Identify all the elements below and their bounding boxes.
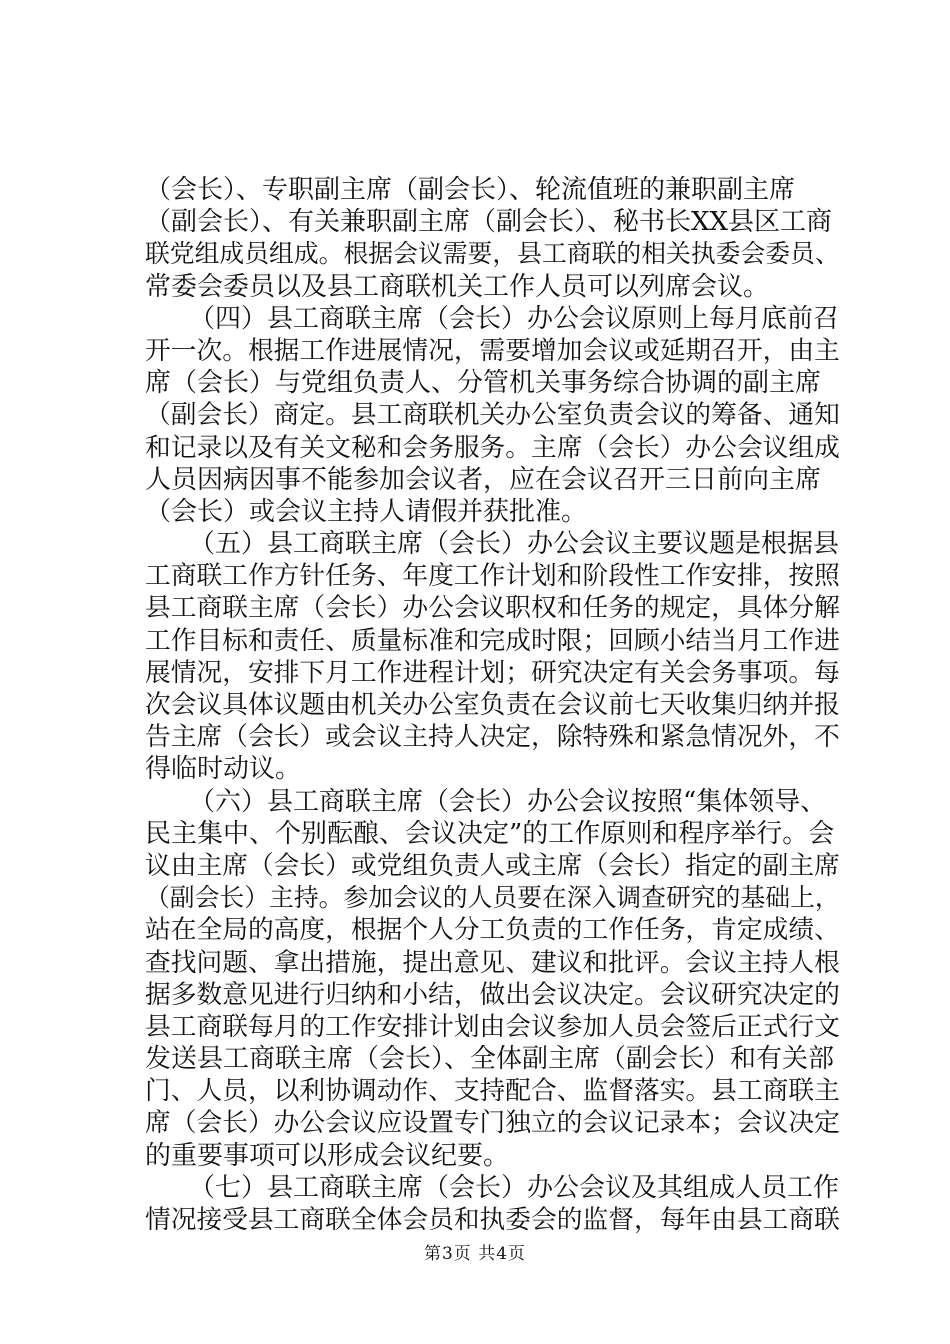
document-body [145,174,840,1236]
text-line: 次会议具体议题由机关办公室负责在会议前七天收集归纳并报 [145,690,840,720]
text-line: 展情况，安排下月工作进程计划；研究决定有关会务事项。每 [145,657,840,688]
text-line: 县工商联主席（会长）办公会议职权和任务的规定，具体分解 [145,593,840,624]
text-line: （会长）或会议主持人请假并获批准。 [145,496,588,527]
text-line: （副会长）商定。县工商联机关办公室负责会议的筹备、通知 [145,400,840,431]
paragraph-first-line: （五）县工商联主席（会长）办公会议主要议题是根据县 [189,529,840,560]
text-line: 和记录以及有关文秘和会务服务。主席（会长）办公会议组成 [145,432,840,463]
text-line: 告主席（会长）或会议主持人决定，除特殊和紧急情况外，不 [145,722,840,753]
text-line: 民主集中、个别酝酿、会议决定”的工作原则和程序举行。会 [145,818,835,849]
text-line: 人员因病因事不能参加会议者，应在会议召开三日前向主席 [145,464,822,495]
text-line: （副会长）、有关兼职副主席（副会长）、秘书长XX县区工商 [145,207,833,238]
text-line: 得临时动议。 [145,754,302,785]
text-line: 发送县工商联主席（会长）、全体副主席（副会长）和有关部 [145,1044,835,1075]
paragraph-first-line: （四）县工商联主席（会长）办公会议原则上每月底前召 [189,303,840,334]
text-line: 工商联工作方针任务、年度工作计划和阶段性工作安排，按照 [145,561,840,592]
text-line: 门、人员，以利协调动作、支持配合、监督落实。县工商联主 [145,1076,840,1107]
text-line: 席（会长）办公会议应设置专门独立的会议记录本；会议决定 [145,1108,840,1139]
text-line: 据多数意见进行归纳和小结，做出会议决定。会议研究决定的 [145,979,840,1010]
paragraph-first-line: （七）县工商联主席（会长）办公会议及其组成人员工作 [189,1172,840,1203]
text-line: 的重要事项可以形成会议纪要。 [145,1140,510,1171]
page-footer: 第3页 共4页 [423,1244,527,1264]
text-line: 查找问题、拿出措施，提出意见、建议和批评。会议主持人根 [145,947,840,978]
text-line: 联党组成员组成。根据会议需要，县工商联的相关执委会委员、 [145,239,840,269]
text-line: 常委会委员以及县工商联机关工作人员可以列席会议。 [145,271,770,302]
text-line: 议由主席（会长）或党组负责人或主席（会长）指定的副主席 [145,850,840,881]
text-line: （副会长）主持。参加会议的人员要在深入调查研究的基础上， [145,883,840,913]
paragraph-first-line: （六）县工商联主席（会长）办公会议按照“集体领导、 [189,786,827,817]
text-line: 站在全局的高度，根据个人分工负责的工作任务，肯定成绩、 [145,915,840,946]
text-line: 席（会长）与党组负责人、分管机关事务综合协调的副主席 [145,368,822,399]
text-line: （会长）、专职副主席（副会长）、轮流值班的兼职副主席 [145,175,796,205]
text-line: 开一次。根据工作进展情况，需要增加会议或延期召开，由主 [145,335,840,366]
text-line: 工作目标和责任、质量标准和完成时限；回顾小结当月工作进 [145,625,840,656]
text-line: 县工商联每月的工作安排计划由会议参加人员会签后正式行文 [145,1011,840,1042]
text-line: 情况接受县工商联全体会员和执委会的监督，每年由县工商联 [145,1205,840,1235]
